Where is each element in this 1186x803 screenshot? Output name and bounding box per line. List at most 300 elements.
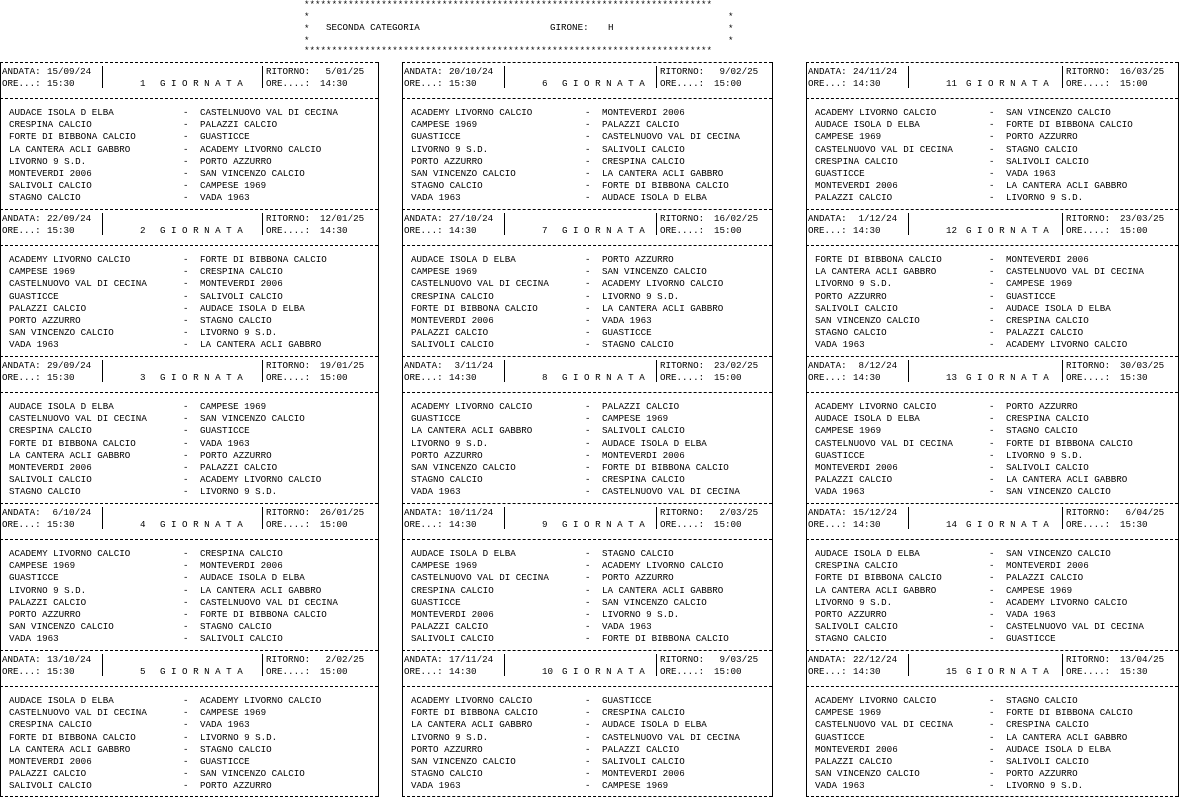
header-divider-right xyxy=(262,507,263,529)
andata-label: ANDATA: xyxy=(404,507,443,518)
match-separator: - xyxy=(183,449,189,461)
ore-label: ORE...: xyxy=(404,225,443,236)
block-left-border xyxy=(402,209,403,356)
ore-ritorno-label: ORE....: xyxy=(1066,372,1111,383)
round-top-border xyxy=(806,62,1178,63)
match-home-team: LA CANTERA ACLI GABBRO xyxy=(9,449,131,461)
match-home-team: FORTE DI BIBBONA CALCIO xyxy=(815,572,942,584)
ritorno-label: RITORNO: xyxy=(266,654,311,665)
match-away-team: MONTEVERDI 2006 xyxy=(602,107,685,118)
match-home-team: CAMPESE 1969 xyxy=(411,266,478,278)
match-home-team: GUASTICCE xyxy=(815,168,865,179)
match-home-team: PALAZZI CALCIO xyxy=(815,474,893,486)
match-home-team: STAGNO CALCIO xyxy=(411,180,483,192)
block-right-border xyxy=(378,356,379,503)
round-top-border xyxy=(806,356,1178,357)
ritorno-date: 30/03/25 xyxy=(1120,360,1165,371)
match-home-team: MONTEVERDI 2006 xyxy=(815,462,898,473)
match-home-team: AUDACE ISOLA D ELBA xyxy=(815,119,920,131)
match-away-team: VADA 1963 xyxy=(602,315,652,326)
match-separator: - xyxy=(585,731,591,743)
ore-label: ORE...: xyxy=(2,372,41,383)
block-left-border xyxy=(0,209,1,356)
match-separator: - xyxy=(585,302,591,314)
header-divider-right xyxy=(1062,360,1063,382)
match-away-team: CAMPESE 1969 xyxy=(1006,584,1073,596)
match-away-team: PORTO AZZURRO xyxy=(602,254,674,265)
match-separator: - xyxy=(989,621,995,633)
match-away-team: VADA 1963 xyxy=(1006,609,1056,620)
match-separator: - xyxy=(585,572,591,584)
giornata-number: 8 xyxy=(542,372,548,383)
ore-ritorno: 15:00 xyxy=(320,666,348,677)
ore-andata: 15:30 xyxy=(47,666,75,677)
ore-ritorno: 15:00 xyxy=(714,372,742,383)
match-home-team: LIVORNO 9 S.D. xyxy=(9,155,87,167)
ore-andata: 15:30 xyxy=(47,519,75,530)
match-separator: - xyxy=(183,560,189,572)
match-away-team: LA CANTERA ACLI GABBRO xyxy=(1006,731,1128,743)
ritorno-label: RITORNO: xyxy=(660,654,705,665)
ritorno-date: 9/02/25 xyxy=(714,66,759,77)
match-home-team: ACADEMY LIVORNO CALCIO xyxy=(815,695,937,706)
match-separator: - xyxy=(585,266,591,278)
match-away-team: FORTE DI BIBBONA CALCIO xyxy=(200,609,327,620)
match-separator: - xyxy=(989,474,995,486)
match-away-team: FORTE DI BIBBONA CALCIO xyxy=(1006,707,1133,719)
header-star-right-2: * xyxy=(728,23,734,34)
header-star-left-2: * xyxy=(304,23,310,34)
match-home-team: GUASTICCE xyxy=(411,131,461,143)
match-away-team: AUDACE ISOLA D ELBA xyxy=(602,192,707,204)
match-away-team: AUDACE ISOLA D ELBA xyxy=(602,719,707,731)
match-home-team: PORTO AZZURRO xyxy=(815,609,887,620)
match-home-team: CRESPINA CALCIO xyxy=(815,560,898,572)
header-divider-right xyxy=(262,66,263,88)
match-away-team: VADA 1963 xyxy=(200,719,250,731)
giornata-number: 14 xyxy=(946,519,958,530)
match-separator: - xyxy=(989,155,995,167)
match-home-team: CRESPINA CALCIO xyxy=(815,155,898,167)
match-separator: - xyxy=(585,462,591,473)
round-top-border xyxy=(402,356,772,357)
match-away-team: ACADEMY LIVORNO CALCIO xyxy=(200,474,322,486)
match-separator: - xyxy=(989,266,995,278)
header-divider-left xyxy=(504,213,505,235)
match-away-team: SALIVOLI CALCIO xyxy=(1006,756,1089,767)
match-home-team: ACADEMY LIVORNO CALCIO xyxy=(411,401,533,412)
andata-date: 29/09/24 xyxy=(47,360,92,371)
match-separator: - xyxy=(183,756,189,767)
ritorno-label: RITORNO: xyxy=(1066,507,1111,518)
round-header-separator xyxy=(0,392,378,393)
andata-label: ANDATA: xyxy=(808,507,847,518)
header-divider-left xyxy=(908,213,909,235)
header-divider-right xyxy=(1062,654,1063,676)
match-separator: - xyxy=(585,768,591,780)
ritorno-date: 2/03/25 xyxy=(714,507,759,518)
match-home-team: LA CANTERA ACLI GABBRO xyxy=(9,743,131,755)
match-separator: - xyxy=(585,584,591,596)
match-separator: - xyxy=(989,315,995,326)
ore-ritorno-label: ORE....: xyxy=(1066,519,1111,530)
match-separator: - xyxy=(183,413,189,425)
match-separator: - xyxy=(989,768,995,780)
match-separator: - xyxy=(585,119,591,131)
header-divider-right xyxy=(262,654,263,676)
ritorno-label: RITORNO: xyxy=(266,213,311,224)
ore-andata: 14:30 xyxy=(853,372,881,383)
match-away-team: PALAZZI CALCIO xyxy=(1006,572,1084,584)
match-separator: - xyxy=(585,437,591,449)
block-left-border xyxy=(0,650,1,797)
match-separator: - xyxy=(183,609,189,620)
block-left-border xyxy=(402,356,403,503)
giornata-label: G I O R N A T A xyxy=(966,372,1049,383)
giornata-label: G I O R N A T A xyxy=(160,372,243,383)
round-top-border xyxy=(0,650,378,651)
giornata-number: 9 xyxy=(542,519,548,530)
match-home-team: LA CANTERA ACLI GABBRO xyxy=(411,719,533,731)
match-separator: - xyxy=(989,756,995,767)
ore-label: ORE...: xyxy=(808,225,847,236)
match-separator: - xyxy=(183,302,189,314)
header-divider-left xyxy=(504,507,505,529)
match-home-team: GUASTICCE xyxy=(815,449,865,461)
giornata-label: G I O R N A T A xyxy=(562,372,645,383)
match-home-team: PORTO AZZURRO xyxy=(411,743,483,755)
match-home-team: CRESPINA CALCIO xyxy=(9,119,92,131)
round-header-separator xyxy=(402,539,772,540)
match-away-team: FORTE DI BIBBONA CALCIO xyxy=(200,254,327,265)
match-separator: - xyxy=(183,266,189,278)
ore-label: ORE...: xyxy=(2,666,41,677)
match-away-team: LIVORNO 9 S.D. xyxy=(1006,192,1084,204)
match-separator: - xyxy=(585,107,591,118)
andata-date: 6/10/24 xyxy=(47,507,92,518)
round-top-border xyxy=(0,503,378,504)
match-away-team: CAMPESE 1969 xyxy=(602,780,669,792)
match-away-team: GUASTICCE xyxy=(602,327,652,339)
match-away-team: AUDACE ISOLA D ELBA xyxy=(200,302,305,314)
match-home-team: LIVORNO 9 S.D. xyxy=(411,437,489,449)
giornata-label: G I O R N A T A xyxy=(562,519,645,530)
match-home-team: ACADEMY LIVORNO CALCIO xyxy=(411,695,533,706)
andata-date: 22/09/24 xyxy=(47,213,92,224)
andata-date: 15/12/24 xyxy=(853,507,898,518)
match-away-team: ACADEMY LIVORNO CALCIO xyxy=(602,560,724,572)
match-separator: - xyxy=(585,743,591,755)
round-header-separator xyxy=(0,686,378,687)
header-divider-left xyxy=(908,654,909,676)
block-right-border xyxy=(378,650,379,797)
girone-label: GIRONE: xyxy=(550,22,589,33)
match-separator: - xyxy=(989,180,995,192)
round-top-border xyxy=(0,209,378,210)
match-separator: - xyxy=(585,621,591,633)
ore-label: ORE...: xyxy=(404,666,443,677)
ore-label: ORE...: xyxy=(404,519,443,530)
match-separator: - xyxy=(989,719,995,731)
header-divider-right xyxy=(1062,213,1063,235)
match-separator: - xyxy=(989,695,995,706)
block-right-border xyxy=(378,503,379,650)
block-right-border xyxy=(1178,62,1179,209)
andata-date: 17/11/24 xyxy=(449,654,494,665)
match-away-team: SAN VINCENZO CALCIO xyxy=(1006,486,1111,498)
match-home-team: SALIVOLI CALCIO xyxy=(815,302,898,314)
match-separator: - xyxy=(585,401,591,412)
match-separator: - xyxy=(989,327,995,339)
match-away-team: GUASTICCE xyxy=(1006,290,1056,302)
andata-date: 8/12/24 xyxy=(853,360,898,371)
match-separator: - xyxy=(989,119,995,131)
giornata-label: G I O R N A T A xyxy=(966,225,1049,236)
match-away-team: SAN VINCENZO CALCIO xyxy=(200,413,305,425)
ore-ritorno: 15:00 xyxy=(714,78,742,89)
match-separator: - xyxy=(183,719,189,731)
match-home-team: PORTO AZZURRO xyxy=(9,315,81,326)
match-away-team: GUASTICCE xyxy=(602,695,652,706)
match-home-team: SALIVOLI CALCIO xyxy=(9,474,92,486)
andata-label: ANDATA: xyxy=(808,654,847,665)
match-away-team: STAGNO CALCIO xyxy=(1006,143,1078,155)
match-separator: - xyxy=(585,131,591,143)
match-separator: - xyxy=(183,131,189,143)
header-divider-right xyxy=(656,66,657,88)
match-away-team: FORTE DI BIBBONA CALCIO xyxy=(1006,119,1133,131)
match-home-team: LIVORNO 9 S.D. xyxy=(411,731,489,743)
match-home-team: SALIVOLI CALCIO xyxy=(815,621,898,633)
match-separator: - xyxy=(989,609,995,620)
match-separator: - xyxy=(989,339,995,351)
andata-label: ANDATA: xyxy=(2,213,41,224)
match-home-team: CASTELNUOVO VAL DI CECINA xyxy=(411,572,549,584)
round-header-separator xyxy=(806,392,1178,393)
match-home-team: LIVORNO 9 S.D. xyxy=(815,278,893,290)
ritorno-date: 9/03/25 xyxy=(714,654,759,665)
match-home-team: SALIVOLI CALCIO xyxy=(9,780,92,792)
ore-ritorno-label: ORE....: xyxy=(266,666,311,677)
ore-ritorno: 15:30 xyxy=(1120,666,1148,677)
match-away-team: STAGNO CALCIO xyxy=(602,339,674,351)
match-away-team: PORTO AZZURRO xyxy=(200,780,272,792)
match-separator: - xyxy=(585,548,591,559)
ritorno-date: 23/02/25 xyxy=(714,360,759,371)
match-home-team: CAMPESE 1969 xyxy=(815,131,882,143)
match-separator: - xyxy=(989,401,995,412)
match-home-team: AUDACE ISOLA D ELBA xyxy=(815,548,920,559)
match-away-team: ACADEMY LIVORNO CALCIO xyxy=(602,278,724,290)
match-away-team: ACADEMY LIVORNO CALCIO xyxy=(1006,339,1128,351)
match-separator: - xyxy=(183,474,189,486)
ore-ritorno: 15:00 xyxy=(714,666,742,677)
match-away-team: ACADEMY LIVORNO CALCIO xyxy=(200,695,322,706)
match-home-team: AUDACE ISOLA D ELBA xyxy=(411,254,516,265)
match-away-team: PALAZZI CALCIO xyxy=(602,401,680,412)
match-separator: - xyxy=(585,719,591,731)
match-home-team: CASTELNUOVO VAL DI CECINA xyxy=(815,719,953,731)
match-home-team: CAMPESE 1969 xyxy=(411,119,478,131)
ore-ritorno: 14:30 xyxy=(320,225,348,236)
match-home-team: AUDACE ISOLA D ELBA xyxy=(9,107,114,118)
header-divider-right xyxy=(656,213,657,235)
header-divider-left xyxy=(102,507,103,529)
ore-andata: 15:30 xyxy=(449,78,477,89)
match-away-team: LA CANTERA ACLI GABBRO xyxy=(1006,474,1128,486)
ore-ritorno: 15:00 xyxy=(320,519,348,530)
match-away-team: MONTEVERDI 2006 xyxy=(1006,254,1089,265)
match-home-team: GUASTICCE xyxy=(411,413,461,425)
match-home-team: FORTE DI BIBBONA CALCIO xyxy=(9,437,136,449)
match-home-team: LIVORNO 9 S.D. xyxy=(9,584,87,596)
match-away-team: LIVORNO 9 S.D. xyxy=(602,609,680,620)
match-away-team: CASTELNUOVO VAL DI CECINA xyxy=(602,131,740,143)
ritorno-date: 6/04/25 xyxy=(1120,507,1165,518)
ore-ritorno: 14:30 xyxy=(320,78,348,89)
ore-ritorno-label: ORE....: xyxy=(266,225,311,236)
match-home-team: ACADEMY LIVORNO CALCIO xyxy=(411,107,533,118)
match-separator: - xyxy=(585,168,591,179)
header-divider-left xyxy=(504,66,505,88)
match-separator: - xyxy=(585,413,591,425)
round-top-border xyxy=(402,62,772,63)
match-home-team: CRESPINA CALCIO xyxy=(411,584,494,596)
andata-date: 20/10/24 xyxy=(449,66,494,77)
match-home-team: SAN VINCENZO CALCIO xyxy=(815,768,920,780)
round-top-border xyxy=(0,356,378,357)
header-stars-top: ************************************************************************** xyxy=(304,0,712,10)
match-away-team: LA CANTERA ACLI GABBRO xyxy=(602,168,724,179)
ritorno-date: 5/01/25 xyxy=(320,66,365,77)
ore-ritorno: 15:00 xyxy=(714,519,742,530)
match-home-team: PALAZZI CALCIO xyxy=(9,768,87,780)
round-header-separator xyxy=(402,245,772,246)
match-separator: - xyxy=(183,339,189,351)
match-away-team: CAMPESE 1969 xyxy=(1006,278,1073,290)
match-away-team: SALIVOLI CALCIO xyxy=(200,633,283,645)
category-title: SECONDA CATEGORIA xyxy=(326,22,420,33)
match-separator: - xyxy=(989,143,995,155)
match-away-team: PALAZZI CALCIO xyxy=(200,119,278,131)
round-top-border xyxy=(402,209,772,210)
block-right-border xyxy=(1178,503,1179,650)
match-separator: - xyxy=(585,756,591,767)
andata-label: ANDATA: xyxy=(2,654,41,665)
round-header-separator xyxy=(806,539,1178,540)
match-home-team: CAMPESE 1969 xyxy=(9,266,76,278)
match-home-team: LIVORNO 9 S.D. xyxy=(815,596,893,608)
andata-date: 10/11/24 xyxy=(449,507,494,518)
match-away-team: LIVORNO 9 S.D. xyxy=(1006,780,1084,792)
block-left-border xyxy=(806,62,807,209)
match-separator: - xyxy=(183,119,189,131)
match-home-team: CASTELNUOVO VAL DI CECINA xyxy=(411,278,549,290)
schedule-bottom-border xyxy=(0,796,378,797)
match-separator: - xyxy=(183,254,189,265)
ritorno-date: 23/03/25 xyxy=(1120,213,1165,224)
ritorno-date: 19/01/25 xyxy=(320,360,365,371)
match-separator: - xyxy=(585,633,591,645)
match-away-team: SAN VINCENZO CALCIO xyxy=(1006,548,1111,559)
ritorno-label: RITORNO: xyxy=(660,360,705,371)
match-home-team: STAGNO CALCIO xyxy=(9,192,81,204)
ore-ritorno: 15:00 xyxy=(714,225,742,236)
match-separator: - xyxy=(183,437,189,449)
ore-ritorno-label: ORE....: xyxy=(660,666,705,677)
andata-label: ANDATA: xyxy=(808,213,847,224)
match-separator: - xyxy=(183,107,189,118)
match-home-team: LIVORNO 9 S.D. xyxy=(411,143,489,155)
match-separator: - xyxy=(989,596,995,608)
match-home-team: CASTELNUOVO VAL DI CECINA xyxy=(9,413,147,425)
match-home-team: GUASTICCE xyxy=(815,731,865,743)
match-separator: - xyxy=(989,633,995,645)
match-separator: - xyxy=(989,743,995,755)
round-header-separator xyxy=(806,245,1178,246)
andata-label: ANDATA: xyxy=(808,360,847,371)
header-star-left-1: * xyxy=(304,11,310,22)
match-separator: - xyxy=(585,707,591,719)
match-home-team: PORTO AZZURRO xyxy=(815,290,887,302)
block-right-border xyxy=(378,209,379,356)
match-home-team: CRESPINA CALCIO xyxy=(9,425,92,437)
round-header-separator xyxy=(402,392,772,393)
ore-andata: 14:30 xyxy=(449,666,477,677)
ore-label: ORE...: xyxy=(2,519,41,530)
header-divider-left xyxy=(504,654,505,676)
round-top-border xyxy=(402,650,772,651)
match-home-team: CAMPESE 1969 xyxy=(9,560,76,572)
match-away-team: GUASTICCE xyxy=(200,131,250,143)
match-separator: - xyxy=(183,584,189,596)
match-away-team: MONTEVERDI 2006 xyxy=(200,560,283,572)
ore-ritorno-label: ORE....: xyxy=(266,78,311,89)
giornata-number: 3 xyxy=(140,372,146,383)
andata-label: ANDATA: xyxy=(404,66,443,77)
round-top-border xyxy=(402,503,772,504)
match-home-team: SAN VINCENZO CALCIO xyxy=(411,462,516,473)
round-header-separator xyxy=(402,686,772,687)
match-away-team: ACADEMY LIVORNO CALCIO xyxy=(1006,596,1128,608)
match-home-team: STAGNO CALCIO xyxy=(815,633,887,645)
block-right-border xyxy=(772,503,773,650)
ore-andata: 14:30 xyxy=(449,372,477,383)
match-separator: - xyxy=(989,437,995,449)
ore-ritorno-label: ORE....: xyxy=(266,519,311,530)
match-separator: - xyxy=(585,560,591,572)
header-star-right-1: * xyxy=(728,11,734,22)
match-separator: - xyxy=(585,254,591,265)
header-star-right-3: * xyxy=(728,35,734,46)
match-away-team: PORTO AZZURRO xyxy=(200,155,272,167)
andata-label: ANDATA: xyxy=(2,360,41,371)
giornata-label: G I O R N A T A xyxy=(160,519,243,530)
match-away-team: MONTEVERDI 2006 xyxy=(602,449,685,461)
match-home-team: STAGNO CALCIO xyxy=(411,474,483,486)
match-separator: - xyxy=(989,560,995,572)
match-away-team: SALIVOLI CALCIO xyxy=(602,756,685,767)
ore-ritorno-label: ORE....: xyxy=(660,519,705,530)
ore-ritorno: 15:00 xyxy=(1120,78,1148,89)
match-away-team: PORTO AZZURRO xyxy=(200,449,272,461)
match-separator: - xyxy=(989,449,995,461)
ore-ritorno: 15:00 xyxy=(320,372,348,383)
andata-label: ANDATA: xyxy=(2,507,41,518)
match-away-team: STAGNO CALCIO xyxy=(1006,425,1078,437)
ore-label: ORE...: xyxy=(808,666,847,677)
match-home-team: CRESPINA CALCIO xyxy=(9,719,92,731)
